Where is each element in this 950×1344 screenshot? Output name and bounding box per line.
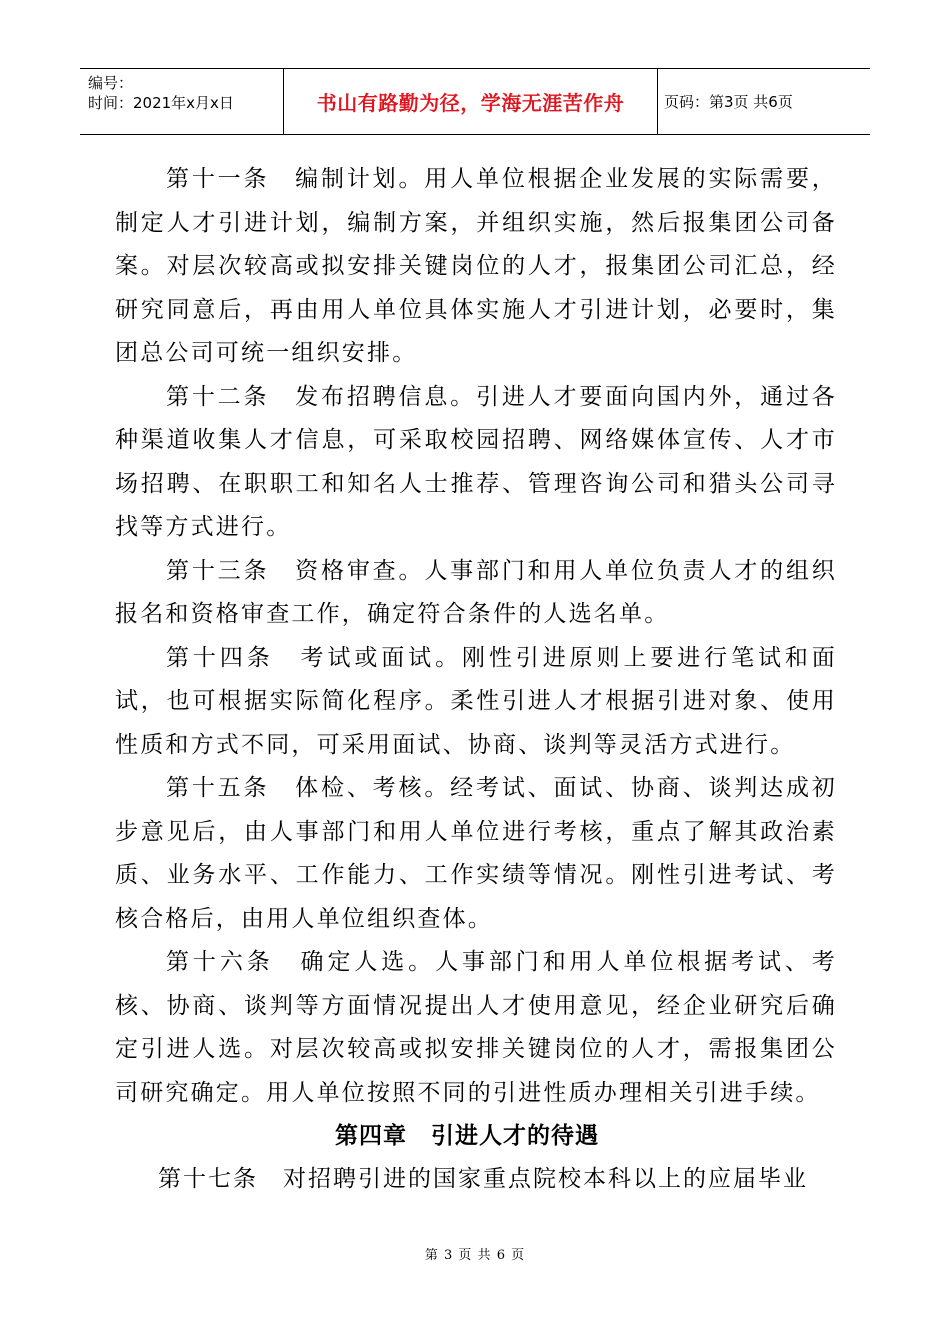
chapter-heading: 第四章 引进人才的待遇	[335, 1123, 599, 1149]
document-time-label: 时间：2021年x月x日	[88, 94, 234, 112]
article-11: 第十一条 编制计划。用人单位根据企业发展的实际需要，制定人才引进计划，编制方案，并组织实施，然后报集团公司备案。对层次较高或拟安排关键岗位的人才，报集团公司汇总，经研究同意后，再由用人单位具体实施人才引进计划，必要时，集团总公司可统一组织安排。	[115, 166, 837, 366]
header-motto: 书山有路勤为径，学海无涯苦作舟	[283, 69, 658, 134]
header-page-number: 页码：第3页 共6页	[664, 93, 793, 111]
document-body	[115, 158, 837, 1202]
article-15: 第十五条 体检、考核。经考试、面试、协商、谈判达成初步意见后，由人事部门和用人单位进行考核，重点了解其政治素质、业务水平、工作能力、工作实绩等情况。刚性引进考试、考核合格后，由用人单位组织查体。	[115, 775, 837, 932]
article-17: 第十七条 对招聘引进的国家重点院校本科以上的应届毕业	[158, 1166, 808, 1192]
page-header	[80, 68, 870, 135]
document-number-label: 编号：	[88, 74, 134, 92]
article-16: 第十六条 确定人选。人事部门和用人单位根据考试、考核、协商、谈判等方面情况提出人才使用意见，经企业研究后确定引进人选。对层次较高或拟安排关键岗位的人才，需报集团公司研究确定。用人单位按照不同的引进性质办理相关引进手续。	[115, 949, 837, 1106]
article-12: 第十二条 发布招聘信息。引进人才要面向国内外，通过各种渠道收集人才信息，可采取校园招聘、网络媒体宣传、人才市场招聘、在职职工和知名人士推荐、管理咨询公司和猎头公司寻找等方式进行。	[115, 383, 837, 540]
article-13: 第十三条 资格审查。人事部门和用人单位负责人才的组织报名和资格审查工作，确定符合条件的人选名单。	[115, 557, 837, 627]
page-footer: 第 3 页 共 6 页	[424, 1248, 526, 1263]
article-14: 第十四条 考试或面试。刚性引进原则上要进行笔试和面试，也可根据实际简化程序。柔性引进人才根据引进对象、使用性质和方式不同，可采用面试、协商、谈判等灵活方式进行。	[115, 644, 837, 758]
header-meta	[80, 69, 283, 134]
